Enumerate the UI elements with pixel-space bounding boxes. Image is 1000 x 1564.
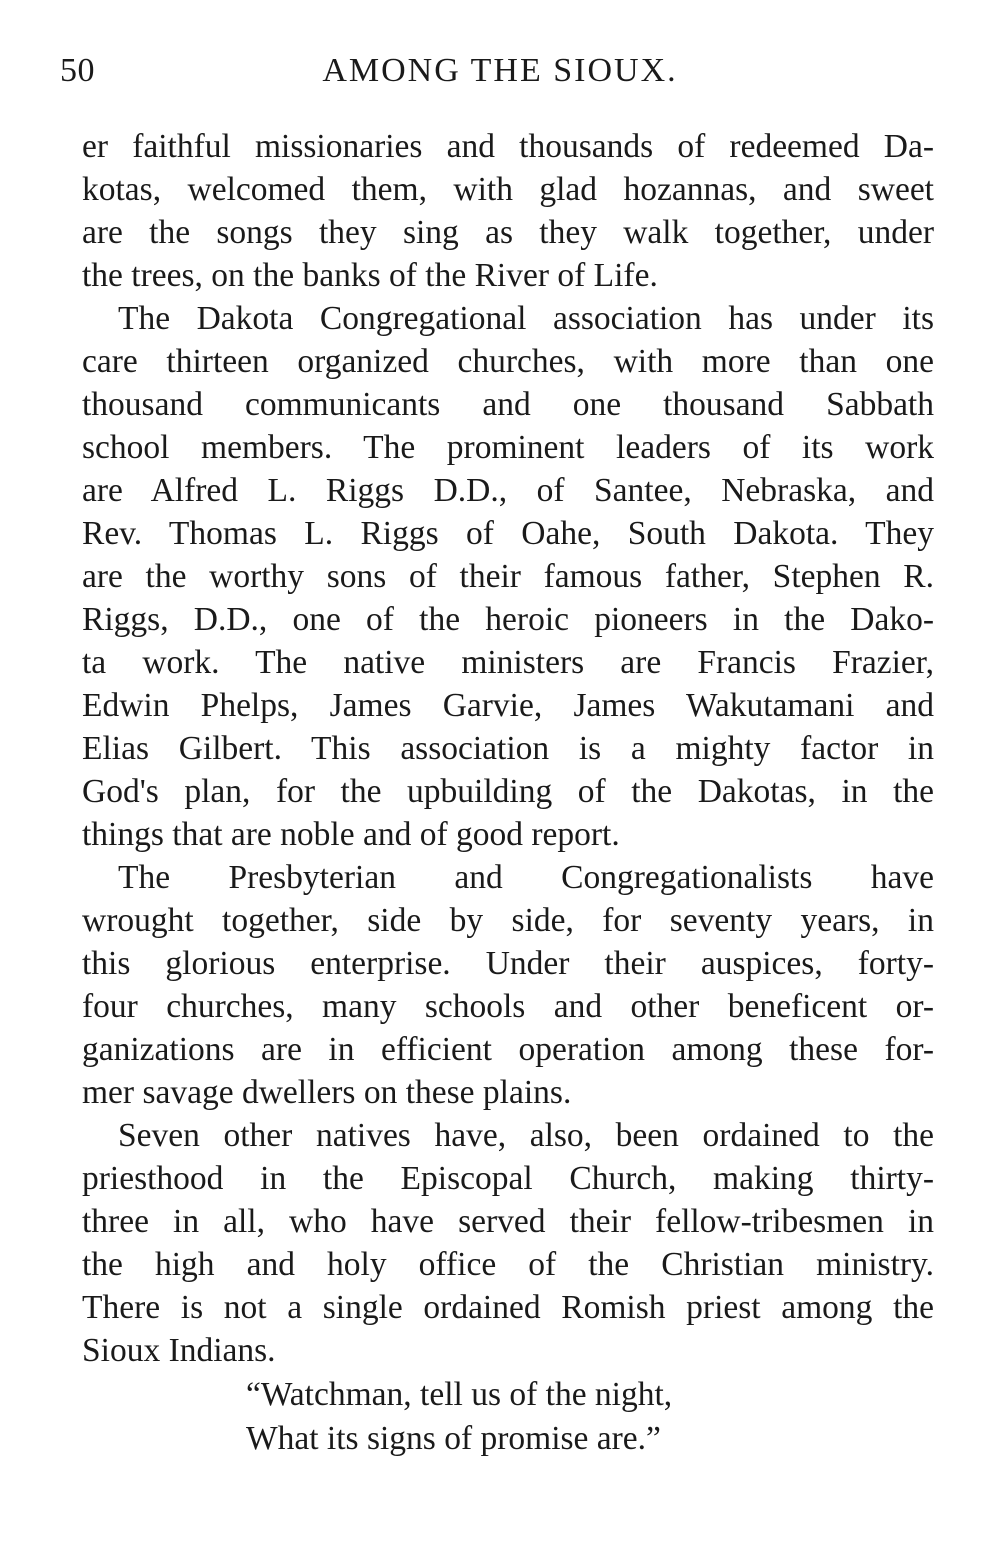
text-line: are Alfred L. Riggs D.D., of Santee, Nebraska, and <box>82 472 934 509</box>
text-line: er faithful missionaries and thousands of redeemed Da- <box>82 128 934 165</box>
text-line: this glorious enterprise. Under their auspices, forty- <box>82 945 934 982</box>
text-line: priesthood in the Episcopal Church, making thirty- <box>82 1160 934 1197</box>
text-line: four churches, many schools and other beneficent or- <box>82 988 934 1025</box>
text-line: mer savage dwellers on these plains. <box>82 1074 572 1111</box>
text-line: ganizations are in efficient operation among these for- <box>82 1031 934 1068</box>
verse-line: “Watchman, tell us of the night, <box>246 1376 673 1413</box>
text-line: God's plan, for the upbuilding of the Dakotas, in the <box>82 773 934 810</box>
page-number: 50 <box>60 52 95 89</box>
text-line: Edwin Phelps, James Garvie, James Wakutamani and <box>82 687 934 724</box>
text-line: are the worthy sons of their famous father, Stephen R. <box>82 558 934 595</box>
text-line: ta work. The native ministers are Francis Frazier, <box>82 644 934 681</box>
text-line: thousand communicants and one thousand Sabbath <box>82 386 934 423</box>
verse-quotation <box>246 1373 672 1461</box>
text-line: Rev. Thomas L. Riggs of Oahe, South Dakota. They <box>82 515 934 552</box>
text-line: the trees, on the banks of the River of Life. <box>82 257 658 294</box>
text-line: school members. The prominent leaders of its work <box>82 429 934 466</box>
paragraph-2 <box>82 297 934 856</box>
paragraph-4 <box>82 1114 934 1372</box>
text-line: wrought together, side by side, for seventy years, in <box>82 902 934 939</box>
text-line: things that are noble and of good report. <box>82 816 620 853</box>
text-line: There is not a single ordained Romish priest among the <box>82 1289 934 1326</box>
paragraph-1 <box>82 125 934 297</box>
text-line: Riggs, D.D., one of the heroic pioneers in the Dako- <box>82 601 934 638</box>
text-line: are the songs they sing as they walk together, under <box>82 214 934 251</box>
text-line: kotas, welcomed them, with glad hozannas, and sweet <box>82 171 934 208</box>
running-title: AMONG THE SIOUX. <box>322 52 678 89</box>
verse-line: What its signs of promise are.” <box>246 1420 661 1457</box>
text-line: Seven other natives have, also, been ordained to the <box>118 1117 934 1154</box>
running-header <box>60 44 940 104</box>
text-line: Elias Gilbert. This association is a mighty factor in <box>82 730 934 767</box>
body-text <box>82 125 934 1372</box>
text-line: The Dakota Congregational association has under its <box>118 300 934 337</box>
paragraph-3 <box>82 856 934 1114</box>
text-line: Sioux Indians. <box>82 1332 276 1369</box>
text-line: three in all, who have served their fellow-tribesmen in <box>82 1203 934 1240</box>
text-line: care thirteen organized churches, with more than one <box>82 343 934 380</box>
text-line: the high and holy office of the Christian ministry. <box>82 1246 934 1283</box>
text-line: The Presbyterian and Congregationalists have <box>118 859 934 896</box>
